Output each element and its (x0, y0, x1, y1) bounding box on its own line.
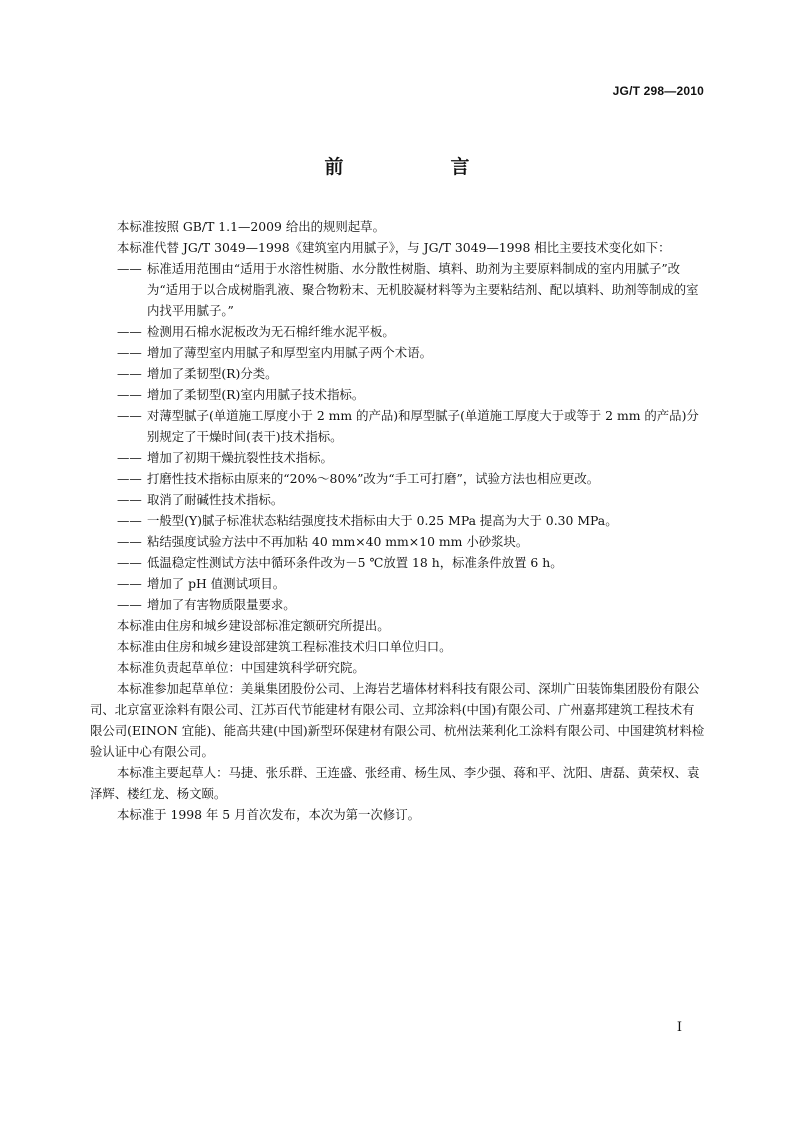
change-item (117, 594, 705, 615)
dash-marker: —— (117, 576, 142, 591)
dash-marker: —— (117, 492, 142, 507)
change-item (117, 489, 705, 510)
change-item (117, 531, 705, 552)
dash-marker: —— (117, 450, 142, 465)
change-item (117, 321, 705, 342)
intro-paragraph-2: 本标准代替 JG/T 3049—1998《建筑室内用腻子》，与 JG/T 3049—1998 相比主要技术变化如下： (117, 240, 671, 255)
page-number: I (676, 1020, 682, 1035)
participating-drafters-paragraph: 本标准参加起草单位：美巢集团股份公司、上海岩艺墙体材料科技有限公司、深圳广田装饰集团股份有限公司、北京富亚涂料有限公司、江苏百代节能建材有限公司、立邦涂料(中国)有限公司、广州嘉邦建筑工程技术有限公司(EINON 宜能)、能高共建(中国)新型环保建材有限公司、杭州法莱利化工涂料有限公司、中国建筑材料检验认证中心有限公司。 (90, 681, 705, 759)
dash-marker: —— (117, 513, 142, 528)
change-item-text: 打磨性技术指标由原来的“20%～80%”改为“手工可打磨”，试验方法也相应更改。 (147, 471, 600, 486)
change-item (117, 510, 705, 531)
dash-marker: —— (117, 345, 142, 360)
change-item-text: 增加了有害物质限量要求。 (147, 597, 296, 612)
change-item-text: 增加了初期干燥抗裂性技术指标。 (147, 450, 333, 465)
dash-marker: —— (117, 471, 142, 486)
dash-marker: —— (117, 261, 142, 276)
lead-drafter-paragraph: 本标准负责起草单位：中国建筑科学研究院。 (117, 660, 365, 675)
intro-paragraph-1: 本标准按照 GB/T 1.1—2009 给出的规则起草。 (117, 219, 385, 234)
dash-marker: —— (117, 597, 142, 612)
change-item-text: 标准适用范围由“适用于水溶性树脂、水分散性树脂、填料、助剂为主要原料制成的室内用腻子”改为“适用于以合成树脂乳液、聚合物粉末、无机胶凝材料等为主要粘结剂、配以填料、助剂等制成的室内找平用腻子。” (147, 261, 699, 318)
changes-list (117, 258, 705, 615)
change-item (117, 552, 705, 573)
change-item (117, 468, 705, 489)
dash-marker: —— (117, 555, 142, 570)
change-item-text: 对薄型腻子(单道施工厚度小于 2 mm 的产品)和厚型腻子(单道施工厚度大于或等于 2 mm 的产品)分别规定了干燥时间(表干)技术指标。 (147, 408, 699, 444)
change-item (117, 405, 705, 447)
change-item-text: 粘结强度试验方法中不再加粘 40 mm×40 mm×10 mm 小砂浆块。 (147, 534, 529, 549)
change-item-text: 一般型(Y)腻子标准状态粘结强度技术指标由大于 0.25 MPa 提高为大于 0.30 MPa。 (147, 513, 618, 528)
change-item-text: 增加了薄型室内用腻子和厚型室内用腻子两个术语。 (147, 345, 432, 360)
change-item (117, 258, 705, 321)
dash-marker: —— (117, 408, 142, 423)
page-title: 前 言 (324, 156, 514, 178)
change-item (117, 384, 705, 405)
change-item (117, 342, 705, 363)
administrator-paragraph: 本标准由住房和城乡建设部建筑工程标准技术归口单位归口。 (117, 639, 452, 654)
change-item-text: 增加了柔韧型(R)分类。 (147, 366, 278, 381)
change-item-text: 低温稳定性测试方法中循环条件改为－5 ℃放置 18 h，标准条件放置 6 h。 (147, 555, 563, 570)
publication-history-paragraph: 本标准于 1998 年 5 月首次发布，本次为第一次修订。 (117, 807, 420, 822)
change-item-text: 增加了 pH 值测试项目。 (147, 576, 286, 591)
change-item (117, 447, 705, 468)
document-body (90, 216, 705, 825)
change-item (117, 363, 705, 384)
dash-marker: —— (117, 534, 142, 549)
dash-marker: —— (117, 324, 142, 339)
dash-marker: —— (117, 387, 142, 402)
change-item (117, 573, 705, 594)
change-item-text: 增加了柔韧型(R)室内用腻子技术指标。 (147, 387, 365, 402)
standard-code: JG/T 298—2010 (612, 84, 704, 98)
dash-marker: —— (117, 366, 142, 381)
main-drafters-paragraph: 本标准主要起草人：马捷、张乐群、王连盛、张经甫、杨生凤、李少强、蒋和平、沈阳、唐磊、黄荣权、袁泽辉、楼红龙、杨文颐。 (90, 765, 700, 801)
change-item-text: 检测用石棉水泥板改为无石棉纤维水泥平板。 (147, 324, 395, 339)
proposer-paragraph: 本标准由住房和城乡建设部标准定额研究所提出。 (117, 618, 390, 633)
change-item-text: 取消了耐碱性技术指标。 (147, 492, 284, 507)
